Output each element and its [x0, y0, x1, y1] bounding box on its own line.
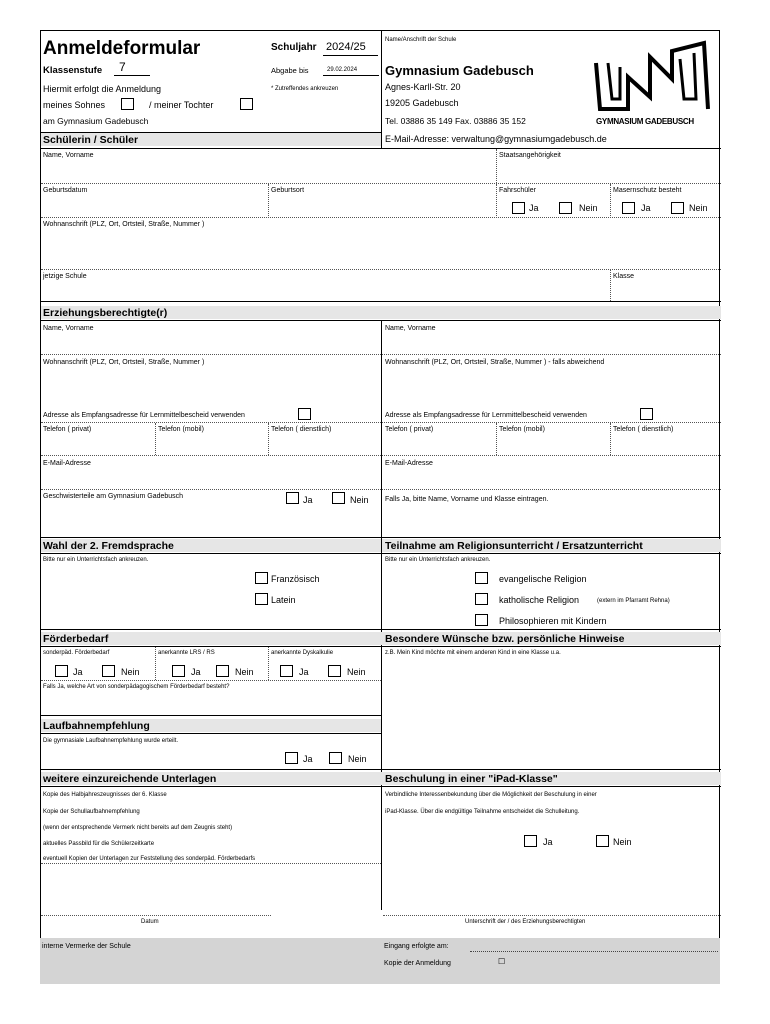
- measles-ja-checkbox[interactable]: [622, 202, 635, 214]
- latin-label: Latein: [271, 595, 296, 605]
- dyscalculia-nein-label: Nein: [347, 667, 366, 677]
- ipad-text-line1: Verbindliche Interessenbekundung über die Möglichkeit der Beschulung in einer: [385, 792, 597, 798]
- line: [41, 422, 721, 423]
- guardian2-phone-work: Telefon ( dienstlich): [613, 426, 674, 433]
- line: [41, 863, 381, 864]
- student-address-label: Wohnanschrift (PLZ, Ort, Ortsteil, Straße, Nummer ): [43, 221, 205, 228]
- language-hint: Bitte nur ein Unterrichtsfach ankreuzen.: [43, 557, 149, 563]
- guardian-divider: [381, 320, 382, 538]
- line: [41, 301, 721, 302]
- guardian2-phone-private: Telefon ( privat): [385, 426, 434, 433]
- birthplace-label: Geburtsort: [271, 187, 305, 194]
- logo-text: GYMNASIUM GADEBUSCH: [596, 117, 694, 126]
- ipad-ja-checkbox[interactable]: [524, 835, 537, 847]
- school-caption: Name/Anschrift der Schule: [385, 37, 457, 43]
- document-item: (wenn der entsprechende Vermerk nicht bereits auf dem Zeugnis steht): [43, 825, 233, 831]
- ipad-heading: Beschulung in einer "iPad-Klasse": [385, 773, 558, 785]
- tochter-label: / meiner Tochter: [149, 100, 214, 110]
- bus-ja-label: Ja: [529, 203, 539, 213]
- guardian1-phone-work: Telefon ( dienstlich): [271, 426, 332, 433]
- sohn-checkbox[interactable]: [121, 98, 134, 110]
- guardian2-recipient-checkbox[interactable]: [640, 408, 653, 420]
- guardian2-address-label: Wohnanschrift (PLZ, Ort, Ortsteil, Straße, Nummer ) - falls abweichend: [385, 359, 605, 366]
- intro-line: Hiermit erfolgt die Anmeldung: [43, 84, 162, 94]
- form-title: Anmeldeformular: [43, 38, 201, 59]
- siblings-ja-checkbox[interactable]: [286, 492, 299, 504]
- siblings-ja-label: Ja: [303, 495, 313, 505]
- siblings-nein-label: Nein: [350, 495, 369, 505]
- dyscalculia-ja-label: Ja: [299, 667, 309, 677]
- line: [41, 148, 721, 149]
- date-line[interactable]: [41, 915, 271, 916]
- career-ja-checkbox[interactable]: [285, 752, 298, 764]
- guardian1-recipient-label: Adresse als Empfangsadresse für Lernmittelbescheid verwenden: [43, 412, 245, 419]
- document-item: Kopie der Schullaufbahnempfehlung: [43, 809, 140, 815]
- birthdate-label: Geburtsdatum: [43, 187, 88, 194]
- schuljahr-label: Schuljahr: [271, 42, 317, 53]
- line: [41, 217, 721, 218]
- line: [41, 646, 721, 647]
- klassenstufe-label: Klassenstufe: [43, 65, 103, 76]
- class-label: Klasse: [613, 273, 635, 280]
- school-email: E-Mail-Adresse: verwaltung@gymnasiumgadebusch.de: [385, 134, 607, 144]
- religion-evangelical-checkbox[interactable]: [475, 572, 488, 584]
- line: [41, 769, 721, 770]
- siblings-nein-checkbox[interactable]: [332, 492, 345, 504]
- support-followup: Falls Ja, welche Art von sonderpädagogischem Förderbedarf besteht?: [43, 684, 230, 690]
- french-checkbox[interactable]: [255, 572, 268, 584]
- guardian1-phone-mobile: Telefon (mobil): [158, 426, 204, 433]
- school-phone: Tel. 03886 35 149 Fax. 03886 35 152: [385, 116, 526, 126]
- internal-notes-label: interne Vermerke der Schule: [42, 943, 131, 950]
- klassenstufe-underline: [114, 75, 150, 76]
- ipad-nein-label: Nein: [613, 837, 632, 847]
- abgabe-value: 29.02.2024: [327, 67, 358, 73]
- guardian1-address-label: Wohnanschrift (PLZ, Ort, Ortsteil, Straße, Nummer ): [43, 359, 205, 366]
- support-ja-checkbox[interactable]: [55, 665, 68, 677]
- lower-divider: [381, 537, 382, 910]
- documents-heading: weitere einzureichende Unterlagen: [43, 773, 217, 785]
- abgabe-label: Abgabe bis: [271, 66, 309, 75]
- guardian1-phone-private: Telefon ( privat): [43, 426, 92, 433]
- copy-checkbox[interactable]: ☐: [498, 957, 506, 966]
- ipad-nein-checkbox[interactable]: [596, 835, 609, 847]
- guardian1-name-label: Name, Vorname: [43, 325, 94, 332]
- religion-philosophy-checkbox[interactable]: [475, 614, 488, 626]
- wishes-hint: z.B. Mein Kind möchte mit einem anderen Kind in eine Klasse u.a.: [385, 650, 561, 656]
- religion-hint: Bitte nur ein Unterrichtsfach ankreuzen.: [385, 557, 491, 563]
- document-item: Kopie des Halbjahreszeugnisses der 6. Klasse: [43, 792, 167, 798]
- support-ja-label: Ja: [73, 667, 83, 677]
- line: [41, 715, 381, 716]
- religion-catholic-label: katholische Religion: [499, 595, 580, 605]
- school-street: Agnes-Karll-Str. 20: [385, 82, 461, 92]
- line: [41, 629, 721, 630]
- registration-form: [40, 30, 720, 962]
- line: [41, 553, 721, 554]
- received-line[interactable]: [470, 951, 718, 952]
- header-divider: [381, 31, 382, 149]
- dyscalculia-nein-checkbox[interactable]: [328, 665, 341, 677]
- school-name: Gymnasium Gadebusch: [385, 63, 534, 78]
- line: [268, 647, 269, 680]
- guardian1-recipient-checkbox[interactable]: [298, 408, 311, 420]
- bus-nein-label: Nein: [579, 203, 598, 213]
- support-col1: sonderpäd. Förderbedarf: [43, 650, 110, 656]
- line: [41, 354, 721, 355]
- office-use-box: [40, 938, 720, 984]
- measles-label: Masernschutz besteht: [613, 187, 682, 194]
- siblings-label: Geschwisterteile am Gymnasium Gadebusch: [43, 493, 184, 500]
- school-city: 19205 Gadebusch: [385, 98, 459, 108]
- current-school-label: jetzige Schule: [43, 273, 87, 280]
- latin-checkbox[interactable]: [255, 593, 268, 605]
- career-nein-checkbox[interactable]: [329, 752, 342, 764]
- line: [268, 184, 269, 216]
- religion-catholic-checkbox[interactable]: [475, 593, 488, 605]
- measles-nein-checkbox[interactable]: [671, 202, 684, 214]
- line: [41, 733, 381, 734]
- klassenstufe-value[interactable]: 7: [119, 60, 126, 74]
- line: [496, 423, 497, 455]
- religion-catholic-note: (extern im Pfarramt Rehna): [597, 598, 670, 604]
- sohn-label: meines Sohnes: [43, 100, 106, 110]
- tochter-checkbox[interactable]: [240, 98, 253, 110]
- dyscalculia-ja-checkbox[interactable]: [280, 665, 293, 677]
- support-col2: anerkannte LRS / RS: [158, 650, 215, 656]
- schuljahr-underline: [323, 55, 378, 56]
- siblings-hint: Falls Ja, bitte Name, Vorname und Klasse eintragen.: [385, 496, 549, 503]
- copy-label: Kopie der Anmeldung: [384, 960, 451, 967]
- support-nein-checkbox[interactable]: [102, 665, 115, 677]
- guardian2-phone-mobile: Telefon (mobil): [499, 426, 545, 433]
- lrs-nein-checkbox[interactable]: [216, 665, 229, 677]
- line: [41, 786, 721, 787]
- student-name-label: Name, Vorname: [43, 152, 94, 159]
- school-line: am Gymnasium Gadebusch: [43, 116, 149, 126]
- career-nein-label: Nein: [348, 754, 367, 764]
- career-ja-label: Ja: [303, 754, 313, 764]
- bus-ja-checkbox[interactable]: [512, 202, 525, 214]
- support-nein-label: Nein: [121, 667, 140, 677]
- line: [41, 183, 721, 184]
- line: [496, 149, 497, 183]
- school-logo: [592, 37, 712, 133]
- schuljahr-value[interactable]: 2024/25: [326, 41, 366, 53]
- line: [268, 423, 269, 455]
- line: [41, 269, 721, 270]
- religion-heading: Teilnahme am Religionsunterricht / Ersatzunterricht: [385, 540, 643, 552]
- guardian1-email-label: E-Mail-Adresse: [43, 460, 91, 467]
- lrs-ja-checkbox[interactable]: [172, 665, 185, 677]
- signature-line[interactable]: [383, 915, 721, 916]
- career-heading: Laufbahnempfehlung: [43, 720, 150, 732]
- ipad-ja-label: Ja: [543, 837, 553, 847]
- guardians-heading: Erziehungsberechtigte(r): [43, 307, 168, 319]
- line: [41, 132, 381, 133]
- bus-nein-checkbox[interactable]: [559, 202, 572, 214]
- nationality-label: Staatsangehörigkeit: [499, 152, 561, 159]
- support-col3: anerkannte Dyskalkulie: [271, 650, 334, 656]
- measles-ja-label: Ja: [641, 203, 651, 213]
- religion-evangelical-label: evangelische Religion: [499, 574, 587, 584]
- line: [155, 423, 156, 455]
- document-item: eventuell Kopien der Unterlagen zur Feststellung des sonderpäd. Förderbedarfs: [43, 856, 256, 862]
- line: [610, 270, 611, 301]
- abgabe-underline: [323, 75, 379, 76]
- signature-label: Unterschrift der / des Erziehungsberechtigten: [465, 919, 586, 925]
- date-label: Datum: [141, 919, 159, 925]
- line: [41, 455, 721, 456]
- religion-philosophy-label: Philosophieren mit Kindern: [499, 616, 607, 626]
- line: [610, 184, 611, 216]
- student-heading: Schülerin / Schüler: [43, 134, 139, 146]
- guardian2-recipient-label: Adresse als Empfangsadresse für Lernmittelbescheid verwenden: [385, 412, 587, 419]
- measles-nein-label: Nein: [689, 203, 708, 213]
- line: [496, 184, 497, 216]
- received-label: Eingang erfolgte am:: [384, 943, 449, 950]
- zutreffend-note: * Zutreffendes ankreuzen: [271, 86, 339, 92]
- lrs-ja-label: Ja: [191, 667, 201, 677]
- guardian2-name-label: Name, Vorname: [385, 325, 436, 332]
- document-item: aktuelles Passbild für die Schülerzeitkarte: [43, 841, 155, 847]
- bus-label: Fahrschüler: [499, 187, 536, 194]
- line: [155, 647, 156, 680]
- language-heading: Wahl der 2. Fremdsprache: [43, 540, 174, 552]
- guardian2-email-label: E-Mail-Adresse: [385, 460, 433, 467]
- career-text: Die gymnasiale Laufbahnempfehlung wurde erteilt.: [43, 738, 179, 744]
- lrs-nein-label: Nein: [235, 667, 254, 677]
- line: [41, 489, 721, 490]
- line: [41, 680, 381, 681]
- support-heading: Förderbedarf: [43, 633, 109, 645]
- wishes-heading: Besondere Wünsche bzw. persönliche Hinweise: [385, 633, 625, 645]
- french-label: Französisch: [271, 574, 320, 584]
- line: [610, 423, 611, 455]
- ipad-text-line2: iPad-Klasse. Über die endgültige Teilnahme entscheidet die Schulleitung.: [385, 809, 580, 815]
